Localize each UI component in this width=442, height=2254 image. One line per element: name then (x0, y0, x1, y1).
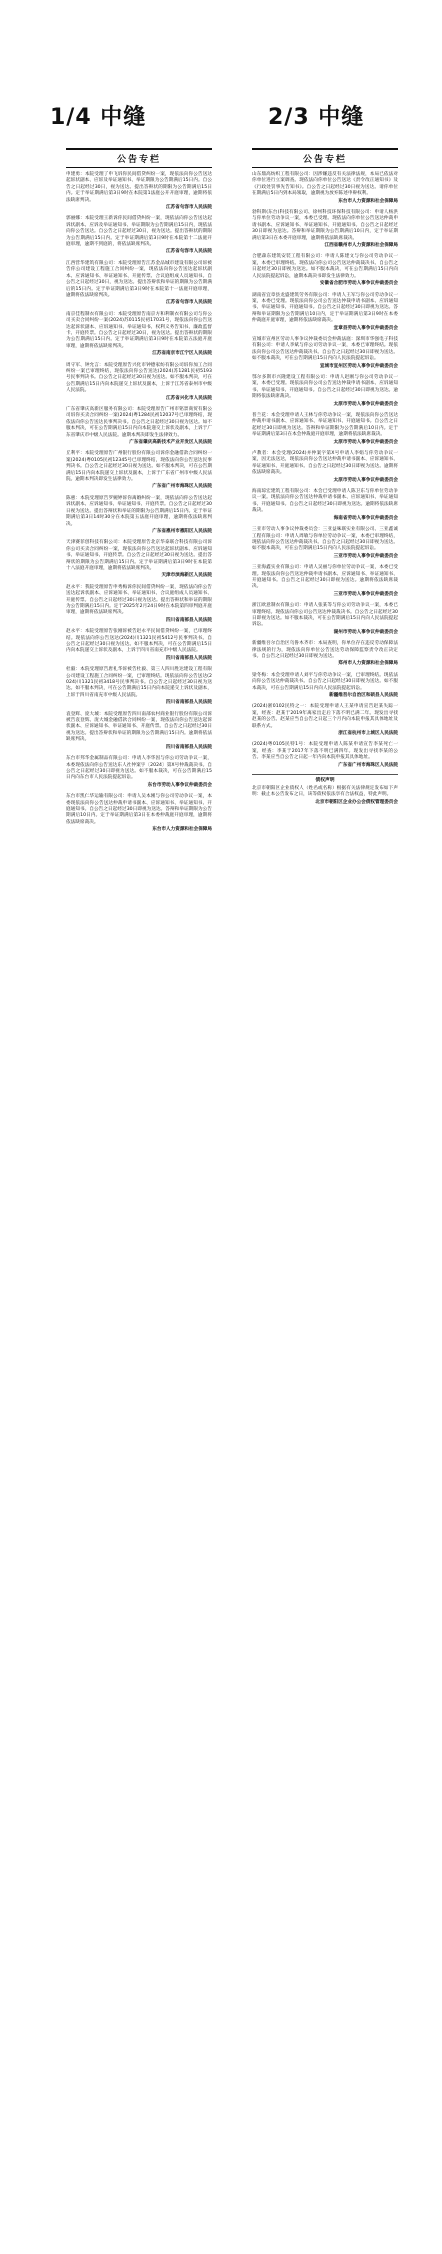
tail-divider (252, 774, 398, 775)
notice-body: 申建勇：本院受理了申飞诉你民间借贷纠纷一案，现依法向你公告送达起诉状副本、应诉及举证通知书、举证期限为公告期满后15日内。自公告之日起经过30日，视为送达。提出答辩状的期限为公告期满后15日内。定于举证期满后第3日9时在本院第1法庭公开开庭审理，逾期将依法缺席判决。 (66, 172, 212, 203)
notice-issuer: 天津市滨海新区人民法院 (161, 573, 212, 579)
notice-body: 袁登辉、庞大城：本院受理原告四川南部农村商业银行股份有限公司诉被告袁登辉、庞大城金融借款合同纠纷一案，现依法向你公告送达起诉状副本、应诉通知书、举证通知书、开庭传票。自公告之日起经过30日视为送达。提出答辩状和举证的期限为公告期满后15日内。逾期将依法缺席判决。 (66, 711, 212, 743)
notice-body: (2024)浙0102民特之一：本院受理申请人王某申请宣告赵某失踪一案，经查：赵某于2019年离家出走后下落不明已满二年。现发出寻找赵某的公告。赵某应当自公告之日起三个月内向本院申报其具体地址及联系方式。 (252, 704, 398, 729)
notice-issuer: 安徽省合肥市劳动人事争议仲裁委员会 (319, 281, 398, 287)
notice-body: 广东省肇庆高新区服务有限公司：本院受理原告广州市铭景商贸有限公司诉你买卖合同纠纷一案(2024)粤1284民初12037号已审理终结，现依法向你公告送达民事判决书。自公告之日起经过30日视为送达。如不服本判决，可在公告期满后15日内向本院递交上诉状及副本，上诉于广东省肇庆市中级人民法院。逾期本判决即发生法律效力。 (66, 407, 212, 438)
notice-item (66, 261, 212, 307)
notice-body: 宣城市宣州区劳动人事争议仲裁委员会仲裁法庭：深圳市华强电子科技有限公司：申请人李斌与你公司劳动争议一案，本委已审理终结。现依法向你公司公告送达仲裁裁决书。自公告之日起经过30日即视为送达。如不服本裁决，可在公告期满后15日内向人民法院提起诉讼。 (252, 336, 398, 362)
notice-issuer: 江苏省句容市人民法院 (166, 249, 212, 255)
notice-body: 赵永平：本院受理原告张刚诉被告赵永平民间借贷纠纷一案，已审理终结。现依法向你公告送达(2024)川1321民初5412号民事判决书。自公告之日起经过30日视为送达。如不服本判决，可在公告期满后15日内向本院递交上诉状及副本，上诉于四川省南充市中级人民法院。 (66, 629, 212, 654)
notice-item (66, 667, 212, 706)
notice-issuer: 东台市劳动人事争议仲裁委员会 (147, 782, 212, 788)
notice-body: 江西营华建筑有限公司：本院受理原告江苏金品城市建设有限公司诉被告你公司建设工程施工合同纠纷一案，现依法向你公告送达起诉状副本、应诉通知书、举证通知书、开庭传票、合议庭组成人员通知书。自公告之日起经过30日，视为送达。提出答辩状和举证的期限为公告期满后的15日内。定于举证期满后第3日9时在本院第十一法庭开庭审理，逾期将依法缺席判决。 (66, 260, 212, 298)
notice-issuer: 三亚市劳动人事争议仲裁委员会 (333, 553, 398, 559)
left-column-title: 公告专栏 (66, 148, 212, 168)
notice-item (252, 565, 398, 598)
notice-item (252, 641, 398, 668)
notice-issuer: 广东省广州市海珠区人民法院 (338, 762, 398, 768)
notice-body: 天津赛菲创科技有限公司：本院受理原告北京华泰联合科技有限公司诉你公司买卖合同纠纷一案，现依法向你公告送达起诉状副本、应诉通知书、举证通知书、开庭传票。自公告之日起经过30日视为送达。提出答辩状的期限为公告期满后15日内。定于举证期满后第3日9时在本院第十八法庭开庭审理，逾期将依法缺席判决。 (66, 540, 212, 571)
notice-body: (2024)粤0105民特1号：本院受理申请人陈某申请宣告李某死亡一案，经查：李某于2017年下落不明已满四年。现发出寻找李某的公告。李某应当自公告之日起一年内向本院申报其具体地址。 (252, 742, 398, 761)
page-header (0, 100, 442, 130)
right-notice-column (252, 148, 398, 2218)
notice-issuer: 海南省劳动人事争议仲裁委员会 (333, 515, 398, 521)
right-column-title: 公告专栏 (252, 148, 398, 168)
notice-body: 赵永平：我院受理原告申秀梅诉你民间借贷纠纷一案，现依法向你公告送达起诉状副本、应诉通知书、举证通知书、合议庭组成人员通知书、开庭传票。自公告之日起经过30日视为送达。提出答辩状和举证的期限为公告期满后15日内。定于2025年2月24日9时在本院第四审判庭开庭审理，逾期将依法缺席判决。 (66, 584, 212, 616)
notice-body: 东台市邦华金属制品有限公司：申请人李华因与你公司劳动争议一案，本委现依法向你公告送达东人社仲案字〔2024〕第X号仲裁裁决书。自公告之日起经过30日即视为送达。如不服本裁决，可在公告期满后15日内向东台市人民法院提起诉讼。 (66, 756, 212, 781)
notice-item (252, 603, 398, 636)
notice-issuer: 四川省南部县人民法院 (166, 744, 212, 750)
notice-body: 普兰花：本会受理申请人王林与你劳动争议一案，现依法向你公告送达仲裁申请书副本、应诉通知书、举证通知书、开庭通知书。自公告之日起经过30日即视为送达。答辩和举证期限为公告期满后10日内。定于举证期满后第3日在本会仲裁庭开庭审理，逾期将依法缺席裁决。 (252, 413, 398, 438)
notice-item (66, 172, 212, 211)
notice-issuer: 江苏省句容市人民法院 (166, 205, 212, 211)
notice-body: 周守军、钟允言：本院受理原告兴化市钟德家纺有限公司诉你加工合同纠纷一案已审理终结，现依法向你公告送达(2024)苏1281民初5193号民事判决书。自公告之日起经过30日视为送达。如不服本判决，可在公告期满后15日内向本院递交上诉状及副本，上诉于江苏省泰州市中级人民法院。 (66, 362, 212, 394)
notice-body: 海南琼宏建筑工程有限公司：本会已受理申请人陈卫东与你单位劳动争议一案。现依法向你公告送达仲裁申请书副本、应诉通知书、举证通知书、开庭通知书。自公告之日起经过30日即视为送达。逾期将依法缺席裁决。 (252, 489, 398, 514)
notice-item (66, 585, 212, 624)
notice-issuer: 江苏省兴化市人民法院 (166, 395, 212, 401)
notice-body: 三亚海鑫实业有限公司：申请人吴丽与你单位劳动争议一案，本委已受理。现依法向你公告送达仲裁申请书副本、应诉通知书、举证通知书、开庭通知书。自公告之日起经过30日即视为送达。逾期将依法缺席裁决。 (252, 565, 398, 590)
notice-body: 东台市凯仁华运输有限公司：申请人吴本刚与你公司劳动争议一案，本委现依法向你公告送达仲裁申请书副本、应诉通知书、举证通知书、开庭通知书。自公告之日起经过30日即视为送达。答辩和举证期限为公告期满后10日内。定于举证期满后第3日在本委仲裁庭开庭审理，逾期将依法缺席裁决。 (66, 794, 212, 825)
notice-item (66, 712, 212, 751)
notice-body: 鄂尔多斯市兴隆建设工程有限公司：申请人赵刚与你公司劳动争议一案，本委已受理。现依法向你公司公告送达仲裁申请书副本、应诉通知书、举证通知书、开庭通知书。自公告之日起经过30日即视为送达。逾期将依法缺席裁决。 (252, 374, 398, 400)
notice-body: 新疆维吾尔自治区乌鲁木齐市：本局查明，你单位存在违反劳动保障法律法规的行为，现依法向你单位公告送达劳动保障监察责令改正决定书。自公告之日起经过30日即视为送达。 (252, 641, 398, 659)
notice-issuer: 三亚市劳动人事争议仲裁委员会 (333, 591, 398, 597)
notice-item (66, 216, 212, 255)
notice-item (252, 704, 398, 737)
left-notice-list (66, 172, 212, 834)
tail-notice (252, 778, 398, 806)
notice-item (66, 407, 212, 446)
notice-item (252, 172, 398, 205)
notice-issuer: 湖州市劳动人事争议仲裁委员会 (333, 629, 398, 635)
notice-item (66, 451, 212, 490)
left-notice-column (66, 148, 212, 2218)
left-gutter-title: 1/4 中缝 (50, 105, 147, 130)
notice-body: 陈惠：本院受理原告罗婉婷诉你离婚纠纷一案，现依法向你公告送达起诉状副本、应诉通知书、举证通知书、开庭传票。自公告之日起经过30日视为送达。提出答辩状和举证的期限为公告期满后15日内。定于举证期满后第3日14时30分在本院第五法庭开庭审理，逾期将依法缺席判决。 (66, 495, 212, 527)
notice-item (252, 293, 398, 332)
notice-item (66, 312, 212, 358)
notice-body: 卢教者：本会受理(2024)并仲案字第X号申请人李娟与你劳动争议一案，因无法送达，现依法向你公告送达仲裁申请书副本、应诉通知书、举证通知书、开庭通知书。自公告之日起经过30日即视为送达。逾期将依法缺席裁决。 (252, 451, 398, 476)
notice-issuer: 太原市劳动人事争议仲裁委员会 (333, 439, 398, 445)
right-notice-list (252, 172, 398, 769)
notice-issuer: 东台市人力资源和社会保障局 (338, 198, 398, 204)
notice-body: 湖南省宜章县龙盛建筑劳务有限公司：申请人王军与你公司劳动争议一案，本委已受理。现依法向你公司公告送达仲裁申请书副本、应诉通知书、举证通知书、开庭通知书。自公告之日起经过30日即视为送达。答辩和举证期限为公告期满后10日内，定于举证期满后第3日9时在本委仲裁庭开庭审理，逾期将依法缺席裁决。 (252, 292, 398, 324)
notice-issuer: 江苏省南京市江宁区人民法院 (152, 351, 212, 357)
tail-notice-issuer: 北京市朝阳区企业办公会债权管理委员会 (315, 799, 398, 805)
notice-item (252, 254, 398, 287)
notice-item (252, 413, 398, 446)
notice-body: 浙江欧意制衣有限公司：申请人张某等与你公司劳动争议一案，本委已审理终结。现依法向你公司公告送达仲裁裁决书。自公告之日起经过30日即视为送达。如不服本裁决，可在公告期满后15日内向人民法院提起诉讼。 (252, 603, 398, 628)
notice-item (252, 337, 398, 370)
notice-body: 勃科斯(东台)科技有限公司、徐州科技环保科技有限公司：申请人杨洪与你单位劳动争议一案，本委已受理。现依法向你单位公告送达仲裁申请书副本、应诉通知书、举证通知书、开庭通知书。自公告之日起经过30日即视为送达。答辩和举证期限为公告期满后10日内，定于举证期满后第3日在本委开庭审理，逾期将依法缺席裁决。 (252, 210, 398, 241)
notice-issuer: 浙江省杭州市上城区人民法院 (338, 731, 398, 737)
notice-item (66, 540, 212, 579)
notice-issuer: 东台市人力资源和社会保障局 (152, 827, 212, 833)
notice-item (252, 742, 398, 769)
notice-body: 郭丽娜：本院受理王新诉你民间借贷纠纷一案，现依法向你公告送达起诉状副本、应诉及举证通知书、举证期限为公告期满后15日内，现依法向你公告送达。自公告之日起经过30日，视为送达。提出答辩状的期限为公告期满后15日内。定于举证期满后第3日9时在本院第十二法庭开庭审理，逾期不到庭的，将依法缺席判决。 (66, 216, 212, 248)
notice-body: 山东鼎高纺织工程有限公司：因涉嫌违反有关法律法规，本局已依法对你单位进行立案调查。现依法向你单位公告送达《责令改正通知书》及《行政处罚事先告知书》。自公告之日起经过30日视为送达。请你单位在期满后5日内到本局领取，逾期视为放弃陈述申辩权利。 (252, 172, 398, 197)
notice-issuer: 新疆维吾尔自治区和硕县人民法院 (329, 693, 398, 699)
notice-item (252, 375, 398, 408)
notice-issuer: 广东省惠州市惠阳区人民法院 (152, 528, 212, 534)
notice-issuer: 广东省广州市海珠区人民法院 (152, 484, 212, 490)
notice-item (252, 527, 398, 560)
notice-issuer: 太原市劳动人事争议仲裁委员会 (333, 401, 398, 407)
notice-issuer: 四川省南部县人民法院 (166, 700, 212, 706)
notice-body: 南京佳程制衣有限公司：本院受理原告南京方和利制衣有限公司与你公司买卖合同纠纷一案(2024)苏0115民初17031号，现依法向你公告送达起诉状副本、应诉通知书、举证通知书、权利义务告知书、廉政监督卡、开庭传票。自公告之日起经过30日，视为送达。提出答辩状的期限为公告期满后15日内。定于举证期满后第3日9时在本院第五法庭开庭审理，逾期将依法缺席判决。 (66, 311, 212, 349)
notice-issuer: 太原市劳动人事争议仲裁委员会 (333, 477, 398, 483)
notice-issuer: 宜章县劳动人事争议仲裁委员会 (333, 325, 398, 331)
notice-item (66, 756, 212, 789)
notice-issuer: 郑州市人力资源和社会保障局 (338, 661, 398, 667)
tail-notice-body: 北京市朝阳区企业债权人（姓名或名称）根据有关法律规定发布如下声明：截止本公告发布之日，该等债权依法享有合法权益，特此声明。 (252, 785, 398, 798)
notice-issuer: 四川省南部县人民法院 (166, 655, 212, 661)
notice-body: 梁冬梅：本会受理申请人刘平与你劳动争议一案，已审理终结。现依法向你公告送达仲裁裁决书。自公告之日起经过30日即视为送达。如不服本裁决，可在公告期满后15日内向人民法院提起诉讼。 (252, 672, 398, 691)
notice-issuer: 宣城市宣州区劳动人事争议仲裁委员会 (319, 363, 398, 369)
right-gutter-title: 2/3 中缝 (268, 105, 365, 130)
notice-issuer: 广东省肇庆高新技术产业开发区人民法院 (129, 440, 212, 446)
notice-item (66, 363, 212, 402)
notice-body: 杜毅：本院受理原告唐礼华诉被告杜毅、第三人四川胜达建设工程有限公司建设工程施工合同纠纷一案，已审理终结。现依法向你公告送达(2024)川1321民初3418号民事判决书。自公告之日起经过30日视为送达。如不服本判决，可在公告期满后15日内向本院递交上诉状及副本，上诉于四川省南充市中级人民法院。 (66, 667, 212, 698)
notice-item (66, 794, 212, 833)
notice-item (252, 451, 398, 484)
notice-issuer: 江苏省句容市人民法院 (166, 300, 212, 306)
notice-item (66, 496, 212, 535)
notice-issuer: 江西省赣州市人力资源和社会保障局 (324, 243, 398, 249)
notice-item (252, 210, 398, 249)
notice-item (252, 673, 398, 700)
notice-item (252, 489, 398, 522)
notice-item (66, 629, 212, 662)
notice-body: 三亚市劳动人事争议仲裁委员会：三亚益味联实业有限公司、三亚鑫诚工程有限公司：申请人周敏与你单位劳动争议一案，本委已审理终结，现依法向你公告送达仲裁裁决书。自公告之日起经过30日即视为送达。如不服本裁决，可在公告期满后15日内向人民法院提起诉讼。 (252, 527, 398, 552)
notice-body: 合肥森东建筑安装工程有限公司：申请人陈建文与你公司劳动争议一案，本委已审理终结。现依法向你公司公告送达仲裁裁决书。自公告之日起经过30日即视为送达。如不服本裁决，可在公告期满后15日内向人民法院提起诉讼，逾期本裁决书即发生法律效力。 (252, 254, 398, 279)
tail-notice-heading: 债权声明 (315, 778, 335, 784)
notice-issuer: 四川省南部县人民法院 (166, 617, 212, 623)
notice-body: 丘利平：本院受理原告广州银行股份有限公司诉你金融借款合同纠纷一案(2024)粤0105民初12345号已审理终结，现依法向你公告送达民事判决书。自公告之日起经过30日视为送达。如不服本判决，可在公告期满后15日内向本院递交上诉状及副本，上诉于广东省广州市中级人民法院。逾期本判决即发生法律效力。 (66, 451, 212, 483)
